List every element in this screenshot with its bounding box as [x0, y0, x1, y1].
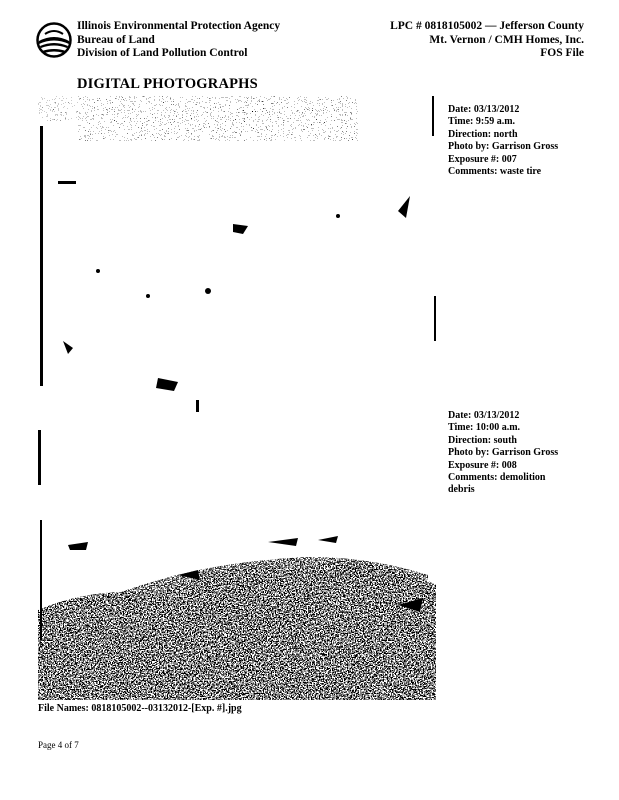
photo-by: Photo by: Garrison Gross	[448, 141, 559, 153]
photo-date: Date: 03/13/2012	[448, 104, 520, 115]
photo-info-2	[448, 410, 558, 497]
lpc-number: LPC # 0818105002 — Jefferson County	[390, 20, 584, 32]
site-header	[390, 20, 584, 61]
photo-exposure: Exposure #: 008	[448, 459, 517, 471]
photo-waste-tire	[38, 96, 436, 414]
division-name: Division of Land Pollution Control	[77, 47, 248, 59]
bureau-name: Bureau of Land	[77, 33, 155, 46]
file-names: File Names: 0818105002--03132012-[Exp. #].jpg	[38, 703, 242, 714]
photo-direction: Direction: south	[448, 434, 517, 446]
photo-comments: Comments: waste tire	[448, 166, 542, 178]
photo-exposure: Exposure #: 007	[448, 153, 517, 165]
page-number: Page 4 of 7	[38, 740, 79, 750]
agency-header	[77, 20, 280, 61]
photo-date: Date: 03/13/2012	[448, 410, 520, 421]
file-type: FOS File	[540, 47, 584, 59]
photo-comments: Comments: demolition	[448, 472, 546, 484]
photo-direction: Direction: north	[448, 128, 518, 140]
site-name: Mt. Vernon / CMH Homes, Inc.	[429, 33, 584, 46]
photo-comments-cont: debris	[448, 484, 475, 496]
photo-by: Photo by: Garrison Gross	[448, 447, 559, 459]
photo-time: Time: 10:00 a.m.	[448, 422, 521, 434]
photo-time: Time: 9:59 a.m.	[448, 116, 516, 128]
photo-info-1	[448, 104, 558, 178]
page-title: DIGITAL PHOTOGRAPHS	[77, 76, 258, 92]
photo-demolition-debris	[38, 400, 436, 700]
agency-logo-icon	[36, 22, 72, 58]
agency-name: Illinois Environmental Protection Agency	[77, 20, 281, 32]
